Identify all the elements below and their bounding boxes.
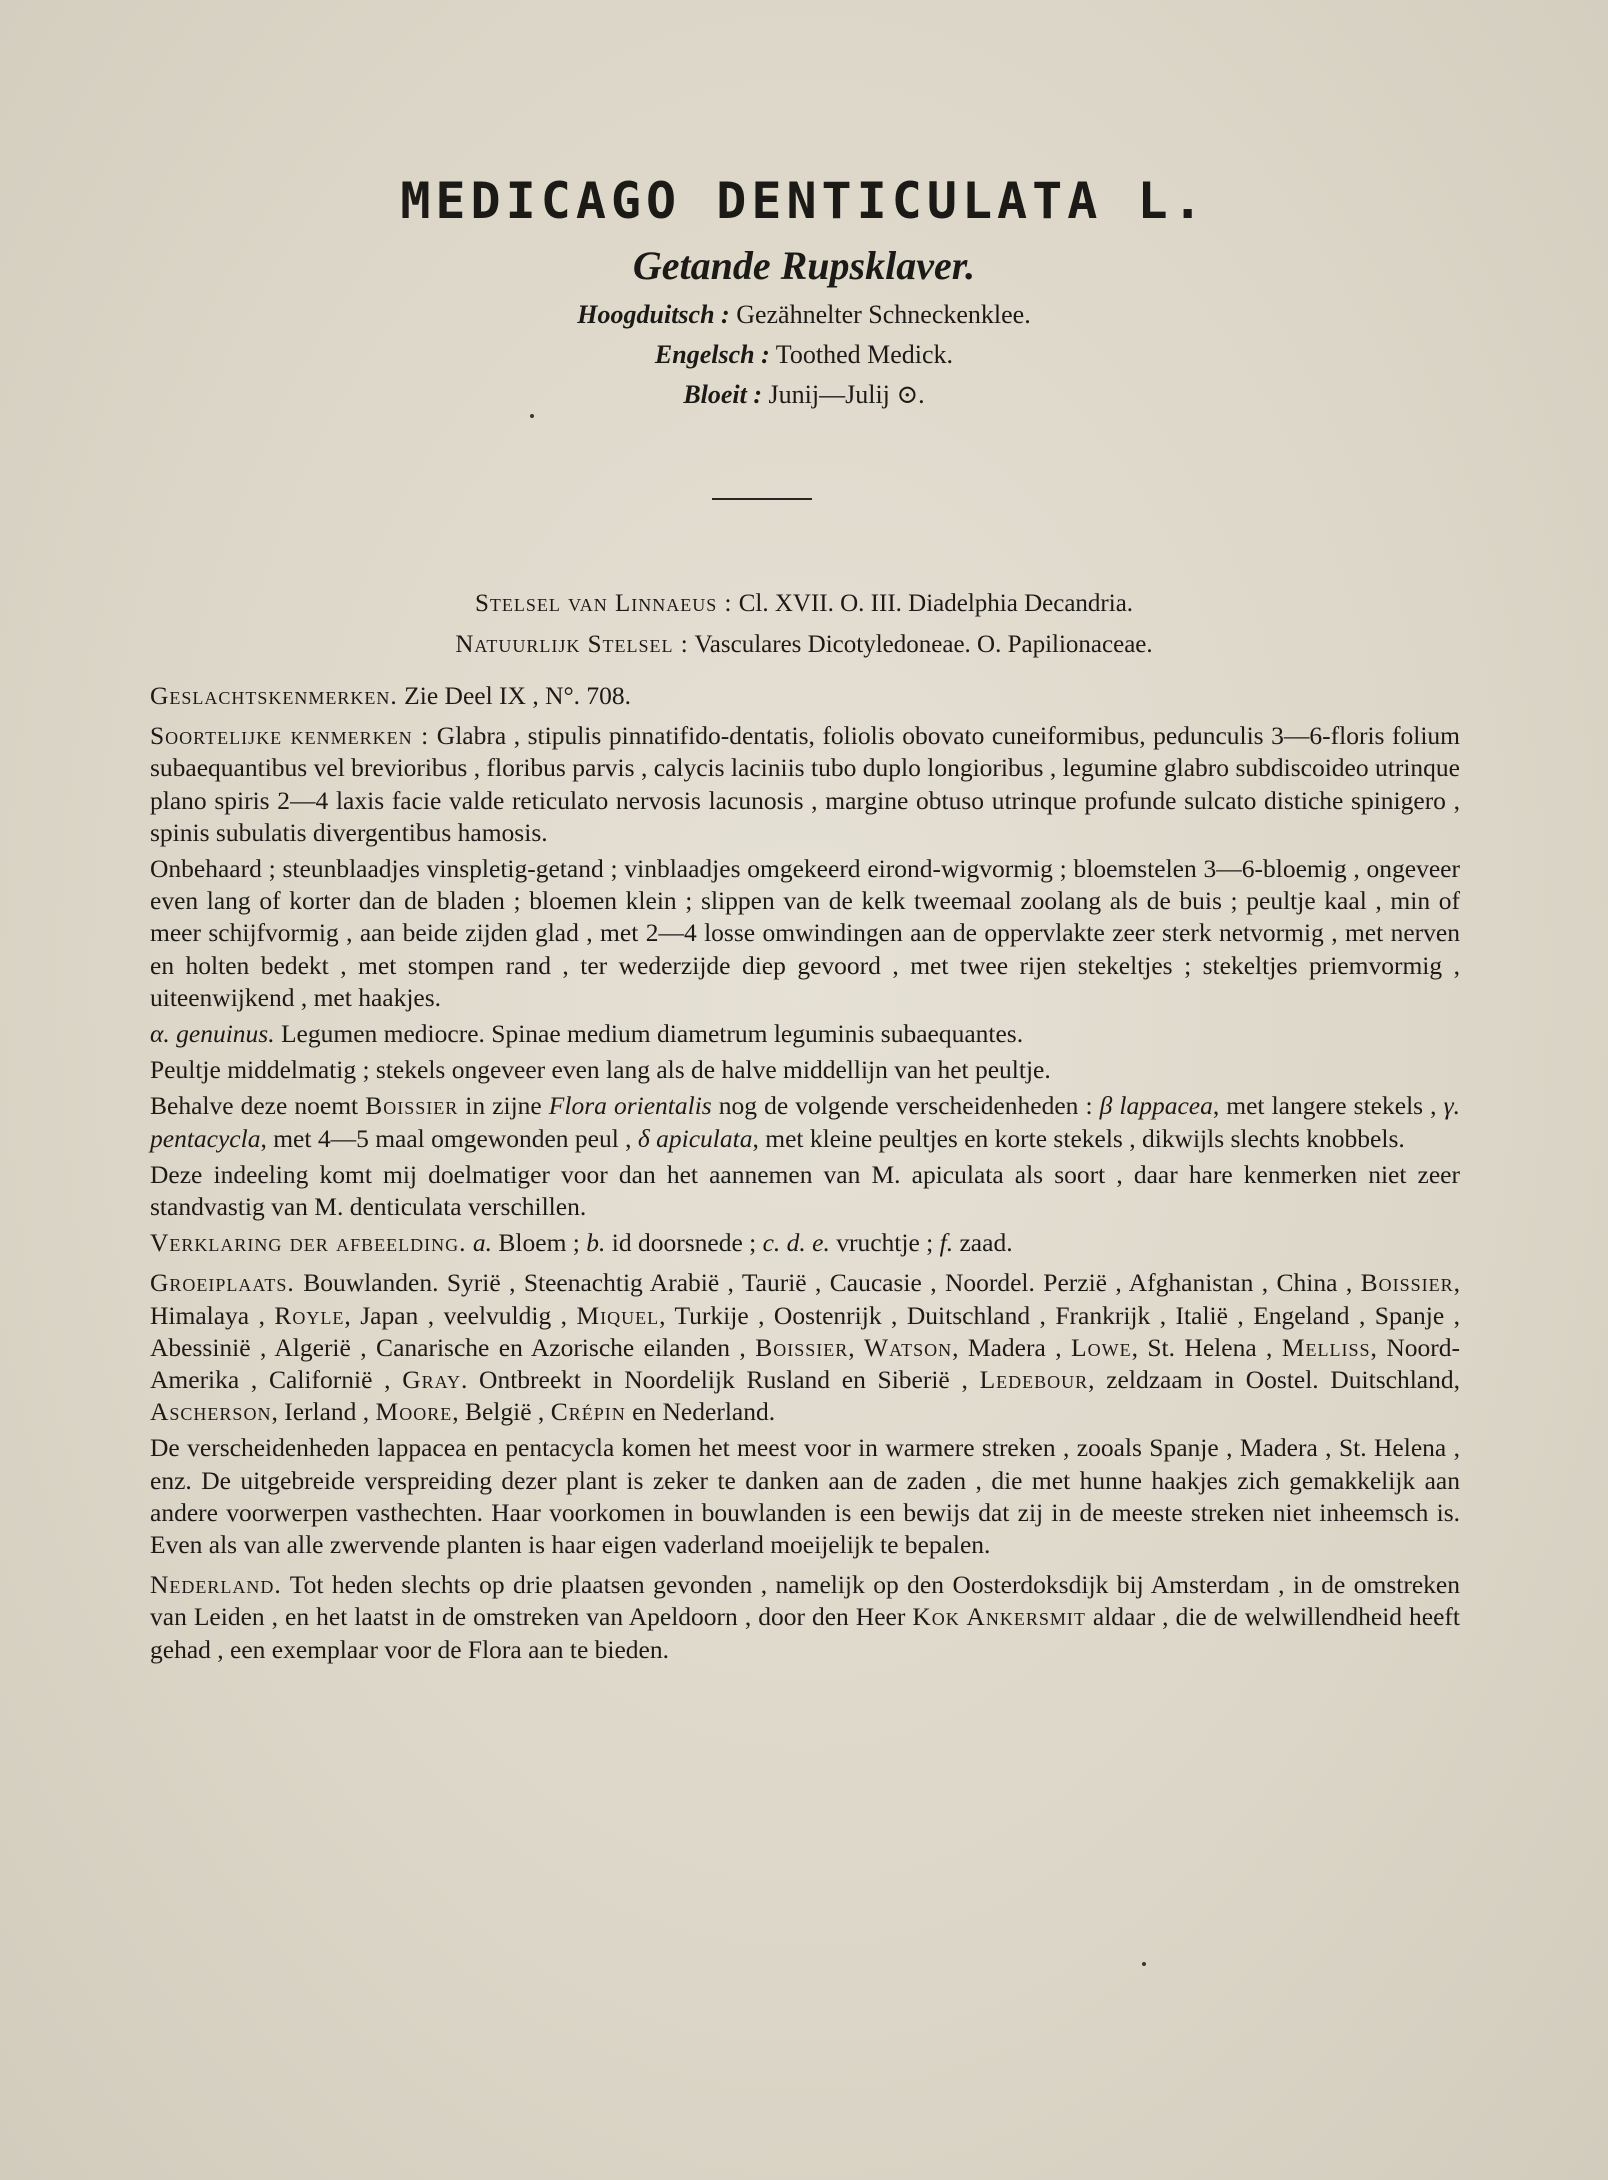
author-name: Crépin <box>550 1397 626 1427</box>
figure-key: a. <box>472 1228 493 1258</box>
work-title: Flora orientalis <box>548 1091 712 1121</box>
variety-name: β lappacea <box>1099 1091 1213 1121</box>
paper-speck <box>1142 1962 1146 1966</box>
species-latin-text: Glabra , stipulis pinnatifido-dentatis, foliolis obovato cuneiformibus, pedunculis 3—6-floris folium subaequantibus vel brevioribus , floribus parvis , calycis laciniis tubo duplo longioribus , legumine glabro subdiscoideo utrinque plano spiris 2—4 laxis facie valde reticulato nervosis lacunosis , margine obtuso utrinque profunde sulcato distiche spinigero , spinis subulatis divergentibus hamosis. <box>150 721 1460 847</box>
divider-rule <box>712 498 812 500</box>
genus-paragraph <box>150 680 1460 712</box>
varieties-text: Behalve deze noemt <box>150 1091 359 1121</box>
habitat-text: . Ontbreekt in Noordelijk Rusland en Siberië , <box>460 1365 968 1395</box>
german-name: Gezähnelter Schneckenklee. <box>736 300 1031 329</box>
dutch-name: Getande Rupsklaver. <box>632 243 976 288</box>
netherlands-text: aldaar , die de welwillendheid heeft gehad , een exemplaar voor de Flora aan te bieden. <box>150 1602 1461 1664</box>
flowering-label: Bloeit : <box>683 380 763 409</box>
habitat-text: , België , <box>452 1397 545 1427</box>
habitat-label: Groeiplaats. <box>150 1268 295 1298</box>
varieties-paragraph <box>150 1090 1460 1154</box>
figure-text: Bloem ; <box>498 1228 580 1258</box>
author-name: Boissier <box>1360 1268 1454 1298</box>
figure-key: b. <box>586 1228 606 1258</box>
natural-value: Vasculares Dicotyledoneae. O. Papilionaceae. <box>694 631 1153 658</box>
figure-key: f. <box>939 1228 954 1258</box>
varieties-text: in zijne <box>465 1091 542 1121</box>
habitat-text: , Himalaya , <box>150 1268 1460 1330</box>
author-name: Ascherson <box>150 1397 272 1427</box>
habitat-paragraph <box>150 1267 1460 1428</box>
species-dutch-paragraph: Onbehaard ; steunblaadjes vinspletig-getand ; vinblaadjes omgekeerd eirond-wigvormig ; bloemstelen 3—6-bloemig , ongeveer even lang of korter dan de bladen ; bloemen klein ; slippen van de kelk tweemaal zoolang als de buis ; peultje kaal , min of meer schijfvormig , aan beide zijden glad , met 2—4 losse omwindingen aan de oppervlakte zeer sterk netvormig , met nerven en holten bedekt , met stompen rand , ter wederzijde diep gevoord , met twee rijen stekeltjes ; stekeltjes priemvormig , uiteenwijkend , met haakjes. <box>150 854 1460 1012</box>
author-name: Watson <box>864 1332 953 1362</box>
habitat-text: , St. Helena , <box>1131 1332 1273 1362</box>
habitat-text: , Madera , <box>952 1332 1062 1362</box>
figure-key: c. d. e. <box>762 1228 830 1258</box>
variety-name: γ. pentacycla <box>150 1091 1461 1153</box>
genuinus-latin: Legumen mediocre. Spinae medium diametrum leguminis subaequantes. <box>280 1019 1024 1049</box>
habitat-text: en Nederland. <box>632 1397 776 1427</box>
genuinus-dutch-paragraph: Peultje middelmatig ; stekels ongeveer even lang als de halve middellijn van het peultje. <box>150 1055 1051 1085</box>
genuinus-label: α. genuinus. <box>150 1019 275 1049</box>
author-name: Royle <box>274 1300 345 1330</box>
german-name-line <box>0 300 1608 330</box>
figures-paragraph <box>150 1227 1460 1259</box>
habitat-text: , <box>848 1332 855 1362</box>
author-name: Gray <box>402 1365 461 1395</box>
author-name: Miquel <box>576 1300 660 1330</box>
person-name: Kok Ankersmit <box>912 1602 1086 1632</box>
habitat-text: , zeldzaam in Oostel. Duitschland, <box>1088 1365 1460 1395</box>
figure-text: vruchtje ; <box>836 1228 934 1258</box>
author-name: Ledebour <box>979 1365 1089 1395</box>
description-body <box>150 680 1460 1670</box>
flowering-period: Junij—Julij ⊙. <box>768 380 925 409</box>
flowering-line <box>0 380 1608 410</box>
habitat-text: , Japan , veelvuldig , <box>344 1300 568 1330</box>
genus-label: Geslachtskenmerken. <box>150 681 398 710</box>
german-label: Hoogduitsch : <box>577 300 730 329</box>
varieties-text: nog de volgende verscheidenheden : <box>718 1091 1093 1121</box>
netherlands-text: Tot heden slechts op drie plaatsen gevonden , namelijk op den Oosterdoksdijk bij Amsterdam , in de omstreken van Leiden , en het laatst in de omstreken van Apeldoorn , door den Heer <box>150 1570 1460 1632</box>
page-title: MEDICAGO DENTICULATA L. <box>400 172 1208 230</box>
author-name: Moore <box>375 1397 453 1427</box>
english-name-line <box>0 340 1608 370</box>
varieties-text: , met langere stekels , <box>1212 1091 1437 1121</box>
distribution-paragraph: De verscheidenheden lappacea en pentacycla komen het meest voor in warmere streken , zooals Spanje , Madera , St. Helena , enz. De uitgebreide verspreiding dezer plant is zeker te danken aan de zaden , die met hunne haakjes zich gemakkelijk aan andere voorwerpen vasthechten. Haar voorkomen in bouwlanden is een bewijs dat zij in de meeste streken niet inheemsch is. Even als van alle zwervende planten is haar eigen vaderland moeijelijk te bepalen. <box>150 1433 1460 1560</box>
habitat-text: , Noord-Amerika , Californië , <box>150 1332 1460 1395</box>
figure-text: id doorsnede ; <box>611 1228 757 1258</box>
paper-speck <box>530 414 534 418</box>
natural-system <box>0 631 1608 659</box>
english-label: Engelsch : <box>654 340 770 369</box>
netherlands-label: Nederland. <box>150 1570 282 1600</box>
varieties-text: , met kleine peultjes en korte stekels , dikwijls slechts knobbels. <box>752 1123 1405 1153</box>
habitat-text: Bouwlanden. Syrië , Steenachtig Arabië , Taurië , Caucasie , Noordel. Perzië , Afghanistan , China , <box>303 1268 1353 1298</box>
indeling-paragraph: Deze indeeling komt mij doelmatiger voor dan het aannemen van M. apiculata als soort , daar hare kenmerken niet zeer standvastig van M. denticulata verschillen. <box>150 1159 1460 1222</box>
habitat-text: , Ierland , <box>271 1397 370 1427</box>
linnaeus-label: Stelsel van Linnaeus : <box>474 590 733 617</box>
author-name: Lowe <box>1071 1332 1132 1362</box>
habitat-text: , Turkije , Oostenrijk , Duitschland , Frankrijk , Italië , Engeland , Spanje , Abessinië , Algerië , Canarische en Azorische eilanden , <box>150 1300 1460 1362</box>
figure-text: zaad. <box>959 1228 1013 1258</box>
genuinus-paragraph <box>150 1018 1460 1050</box>
figures-label: Verklaring der afbeelding. <box>150 1228 467 1258</box>
variety-name: δ apiculata <box>637 1123 753 1153</box>
author-name: Boissier <box>365 1091 459 1121</box>
author-name: Boissier <box>755 1332 849 1362</box>
english-name: Toothed Medick. <box>775 340 954 369</box>
linnaeus-value: Cl. XVII. O. III. Diadelphia Decandria. <box>738 590 1134 617</box>
author-name: Melliss <box>1281 1332 1371 1362</box>
species-label: Soortelijke kenmerken : <box>150 721 430 751</box>
linnaeus-system <box>0 590 1608 618</box>
natural-label: Natuurlijk Stelsel : <box>455 631 689 658</box>
varieties-text: , met 4—5 maal omgewonden peul , <box>260 1123 632 1153</box>
netherlands-paragraph <box>150 1569 1460 1666</box>
species-latin-paragraph <box>150 720 1460 849</box>
genus-text: Zie Deel IX , N°. 708. <box>404 681 632 710</box>
